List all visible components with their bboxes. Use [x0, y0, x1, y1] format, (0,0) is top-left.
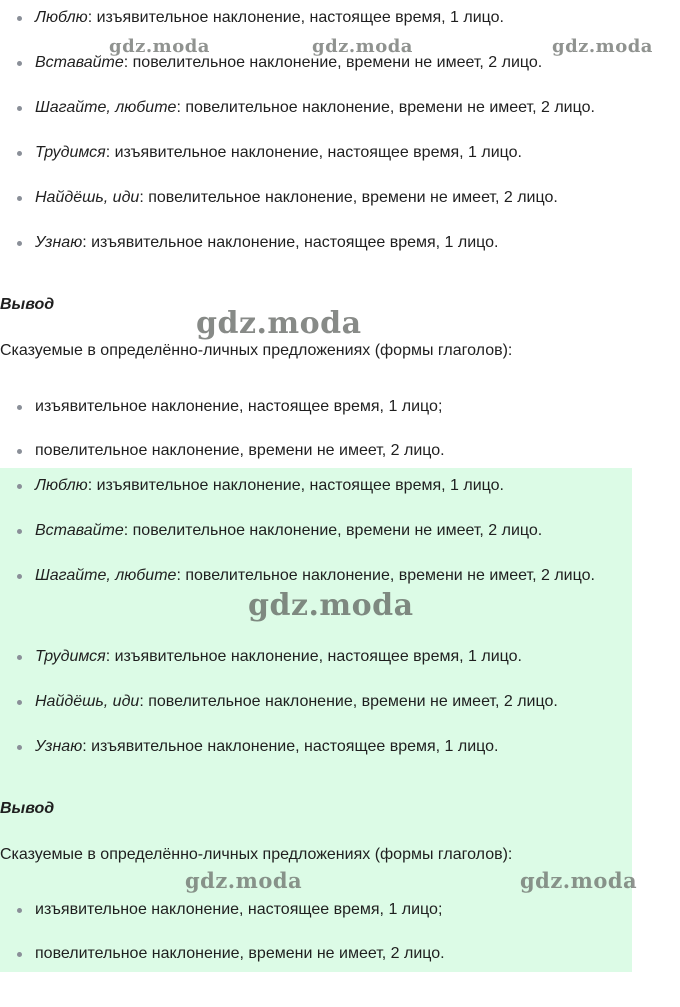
list-item: Шагайте, любите: повелительное наклонение, времени не имеет, 2 лицо. [0, 90, 595, 135]
list-item: повелительное наклонение, времени не имеет, 2 лицо. [0, 936, 445, 980]
list-item: Найдёшь, иди: повелительное наклонение, времени не имеет, 2 лицо. [0, 684, 607, 729]
verb-list [0, 0, 595, 270]
list-item: повелительное наклонение, времени не имеет, 2 лицо. [0, 433, 445, 477]
watermark-logo: gdz.moda [109, 36, 210, 57]
list-item: Шагайте, любите: повелительное наклонение, времени не имеет, 2 лицо. [0, 558, 607, 639]
verb-list [0, 468, 607, 774]
conclusion-paragraph: Сказуемые в определённо-личных предложениях (формы глаголов): [0, 846, 513, 863]
list-item: Трудимся: изъявительное наклонение, настоящее время, 1 лицо. [0, 135, 595, 180]
watermark-logo: gdz.moda [196, 306, 362, 341]
list-item: Вставайте: повелительное наклонение, времени не имеет, 2 лицо. [0, 45, 595, 90]
conclusion-list [0, 892, 445, 980]
list-item: Узнаю: изъявительное наклонение, настоящее время, 1 лицо. [0, 729, 607, 774]
conclusion-heading: Вывод [0, 296, 55, 313]
list-item: изъявительное наклонение, настоящее время, 1 лицо; [0, 389, 445, 433]
list-item: Узнаю: изъявительное наклонение, настоящее время, 1 лицо. [0, 225, 595, 270]
answer-block-2 [0, 468, 632, 972]
conclusion-heading: Вывод [0, 800, 55, 817]
watermark-logo: gdz.moda [185, 868, 303, 893]
list-item: Люблю: изъявительное наклонение, настоящее время, 1 лицо. [0, 468, 607, 513]
answer-block-1 [0, 0, 680, 470]
list-item: Трудимся: изъявительное наклонение, настоящее время, 1 лицо. [0, 639, 607, 684]
watermark-logo: gdz.moda [248, 588, 414, 623]
list-item: изъявительное наклонение, настоящее время, 1 лицо; [0, 892, 445, 936]
list-item: Вставайте: повелительное наклонение, времени не имеет, 2 лицо. [0, 513, 607, 558]
list-item: Найдёшь, иди: повелительное наклонение, времени не имеет, 2 лицо. [0, 180, 595, 225]
conclusion-list [0, 389, 445, 477]
watermark-logo: gdz.moda [312, 36, 413, 57]
watermark-logo: gdz.moda [552, 36, 653, 57]
watermark-logo: gdz.moda [520, 868, 638, 893]
conclusion-paragraph: Сказуемые в определённо-личных предложениях (формы глаголов): [0, 342, 513, 359]
list-item: Люблю: изъявительное наклонение, настоящее время, 1 лицо. [0, 0, 595, 45]
